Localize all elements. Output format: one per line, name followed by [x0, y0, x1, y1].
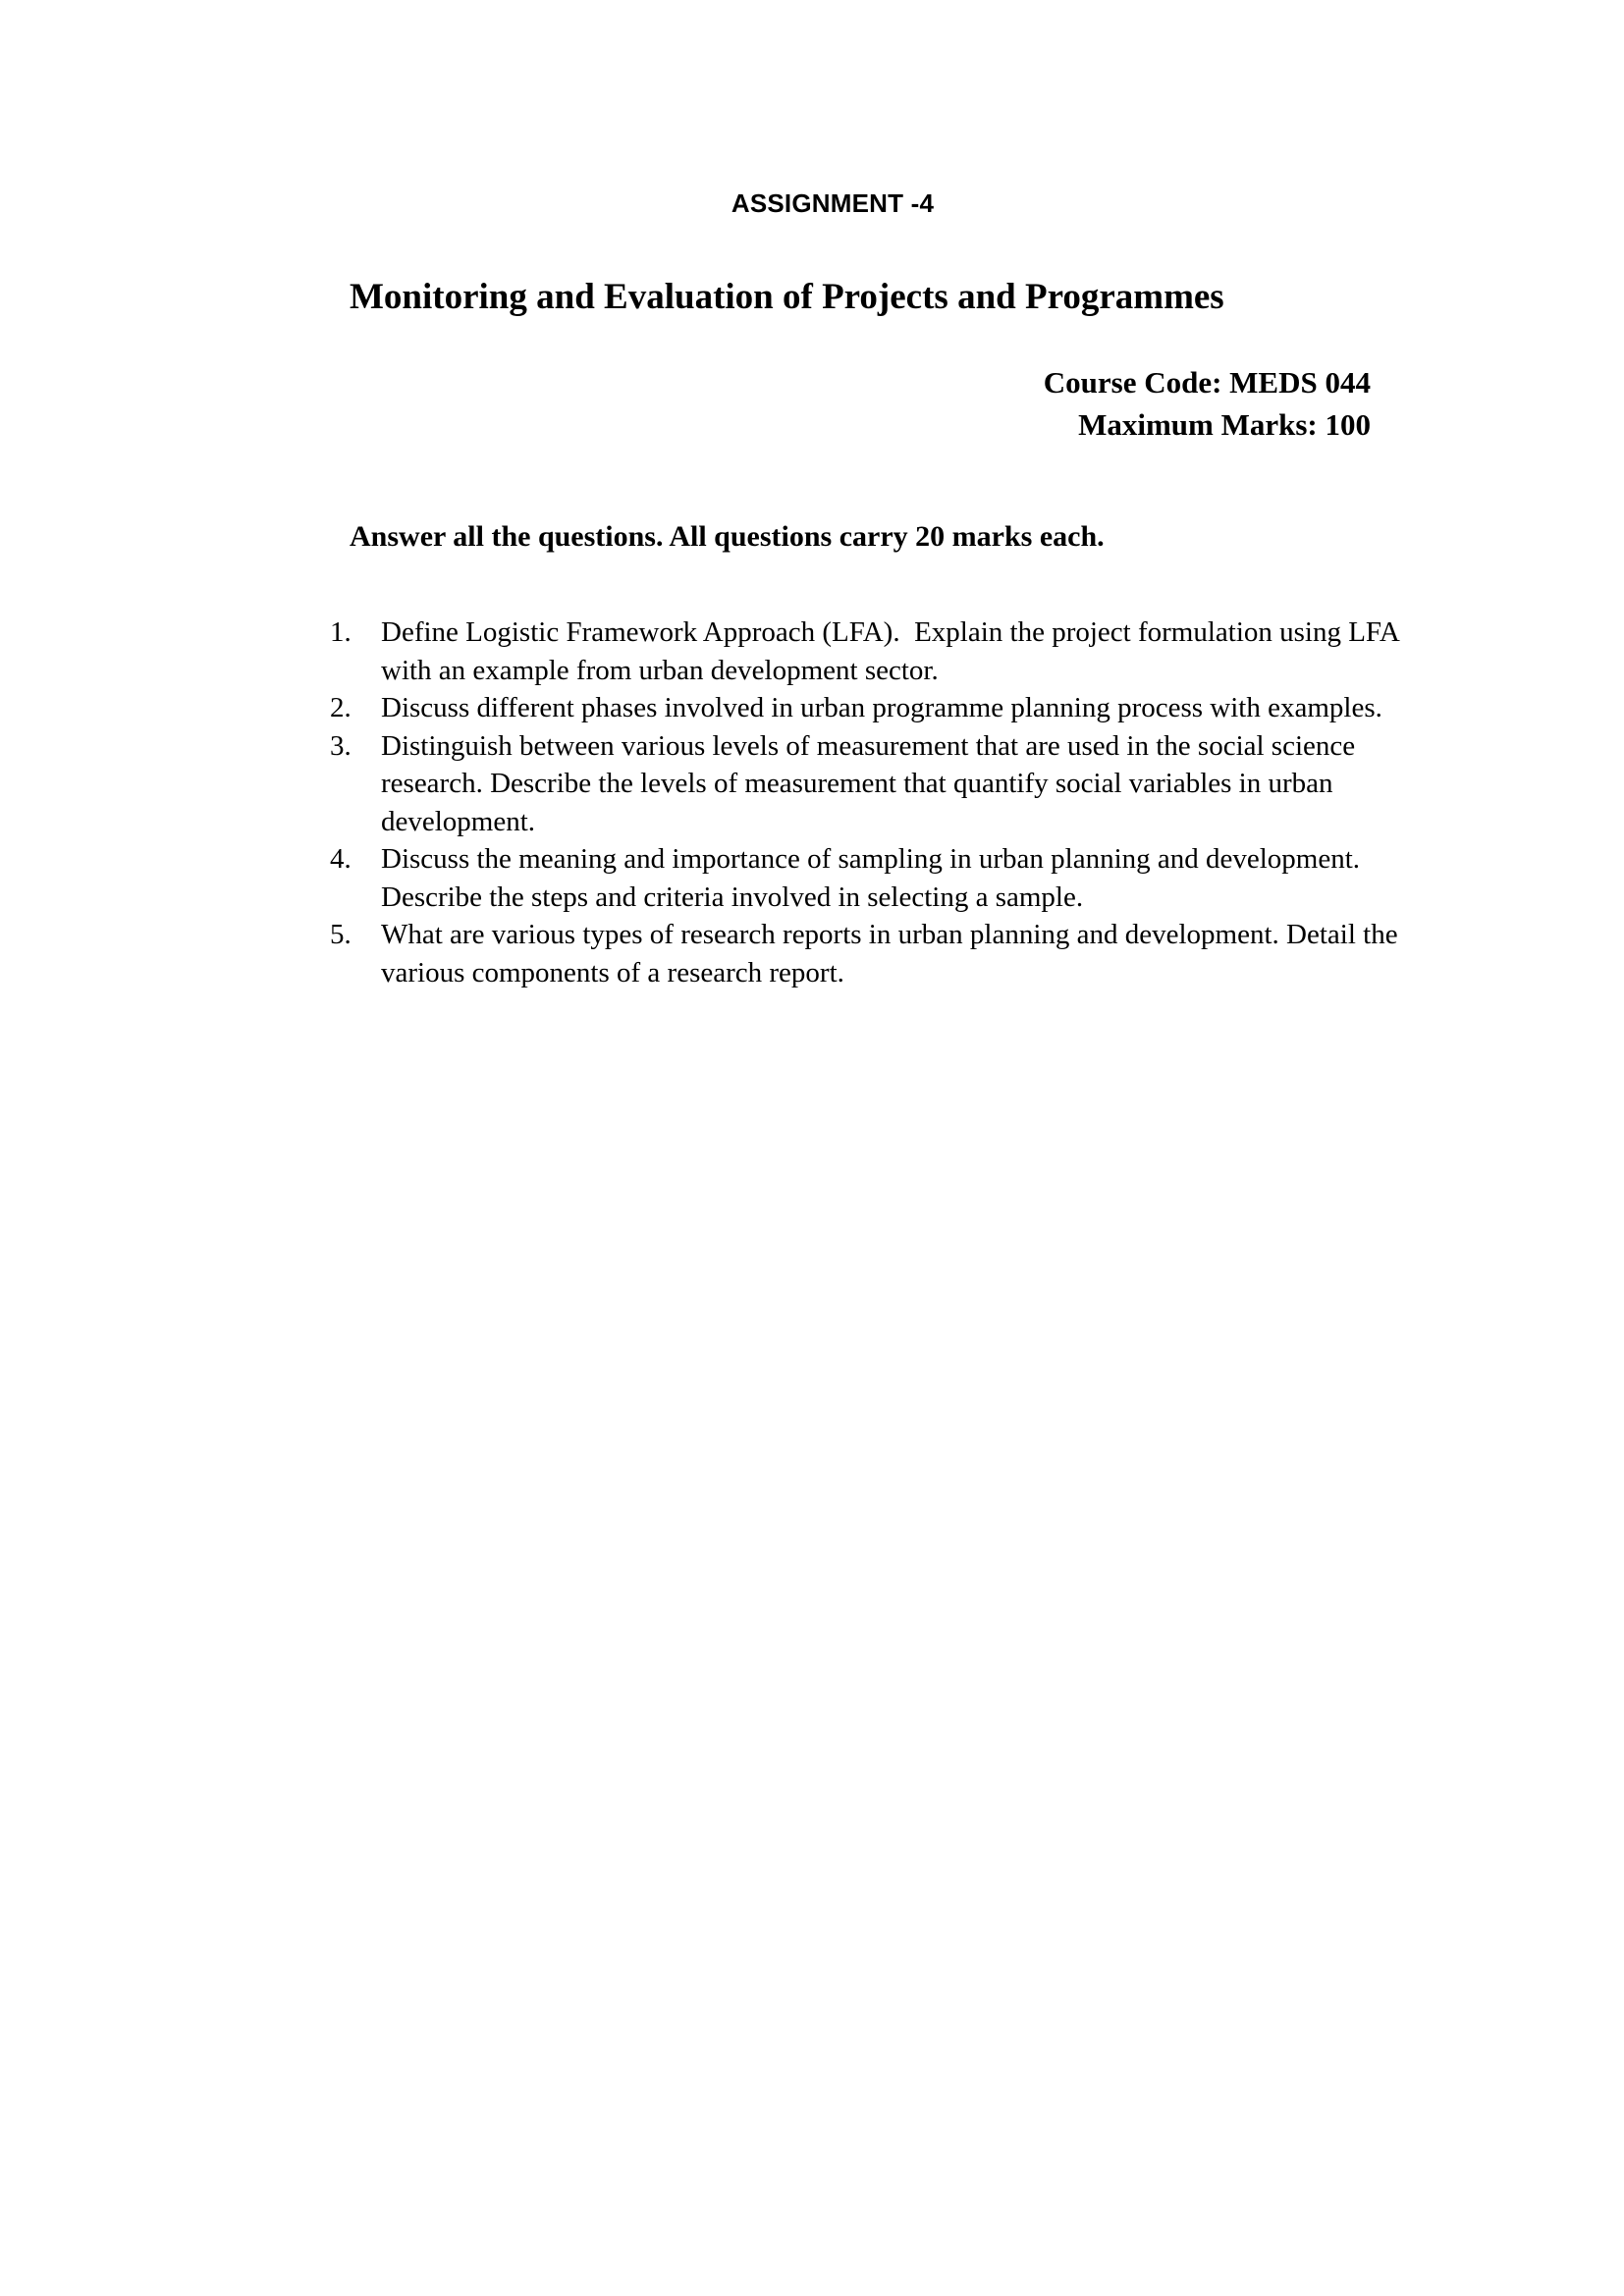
- question-number: 5.: [330, 919, 352, 950]
- maximum-marks: Maximum Marks: 100: [1078, 407, 1371, 442]
- page-title: Monitoring and Evaluation of Projects and Programmes: [350, 276, 1224, 317]
- assignment-header: ASSIGNMENT -4: [731, 188, 935, 218]
- list-item: [330, 689, 1420, 727]
- instruction-line: Answer all the questions. All questions carry 20 marks each.: [350, 520, 1105, 553]
- question-text: What are various types of research reports in urban planning and development. Detail the various components of a research report.: [381, 919, 1405, 988]
- course-meta-block: [350, 361, 1371, 446]
- question-text: Discuss different phases involved in urban programme planning process with examples.: [381, 692, 1382, 723]
- list-item: [330, 727, 1420, 841]
- question-text: Distinguish between various levels of measurement that are used in the social science research. Describe the levels of measurement that quantify social variables in urban development.: [381, 729, 1363, 837]
- question-text: Discuss the meaning and importance of sampling in urban planning and development. Describe the steps and criteria involved in selecting a sample.: [381, 843, 1368, 913]
- question-number: 3.: [330, 729, 352, 762]
- question-number: 2.: [330, 692, 352, 723]
- question-text: Define Logistic Framework Approach (LFA). Explain the project formulation using LFA with an example from urban development sector.: [381, 616, 1406, 686]
- list-item: [330, 916, 1420, 991]
- question-number: 4.: [330, 843, 352, 875]
- question-list: [291, 614, 1420, 991]
- list-item: [330, 614, 1420, 689]
- list-item: [330, 840, 1420, 916]
- question-number: 1.: [330, 616, 352, 648]
- course-code: Course Code: MEDS 044: [1043, 365, 1371, 400]
